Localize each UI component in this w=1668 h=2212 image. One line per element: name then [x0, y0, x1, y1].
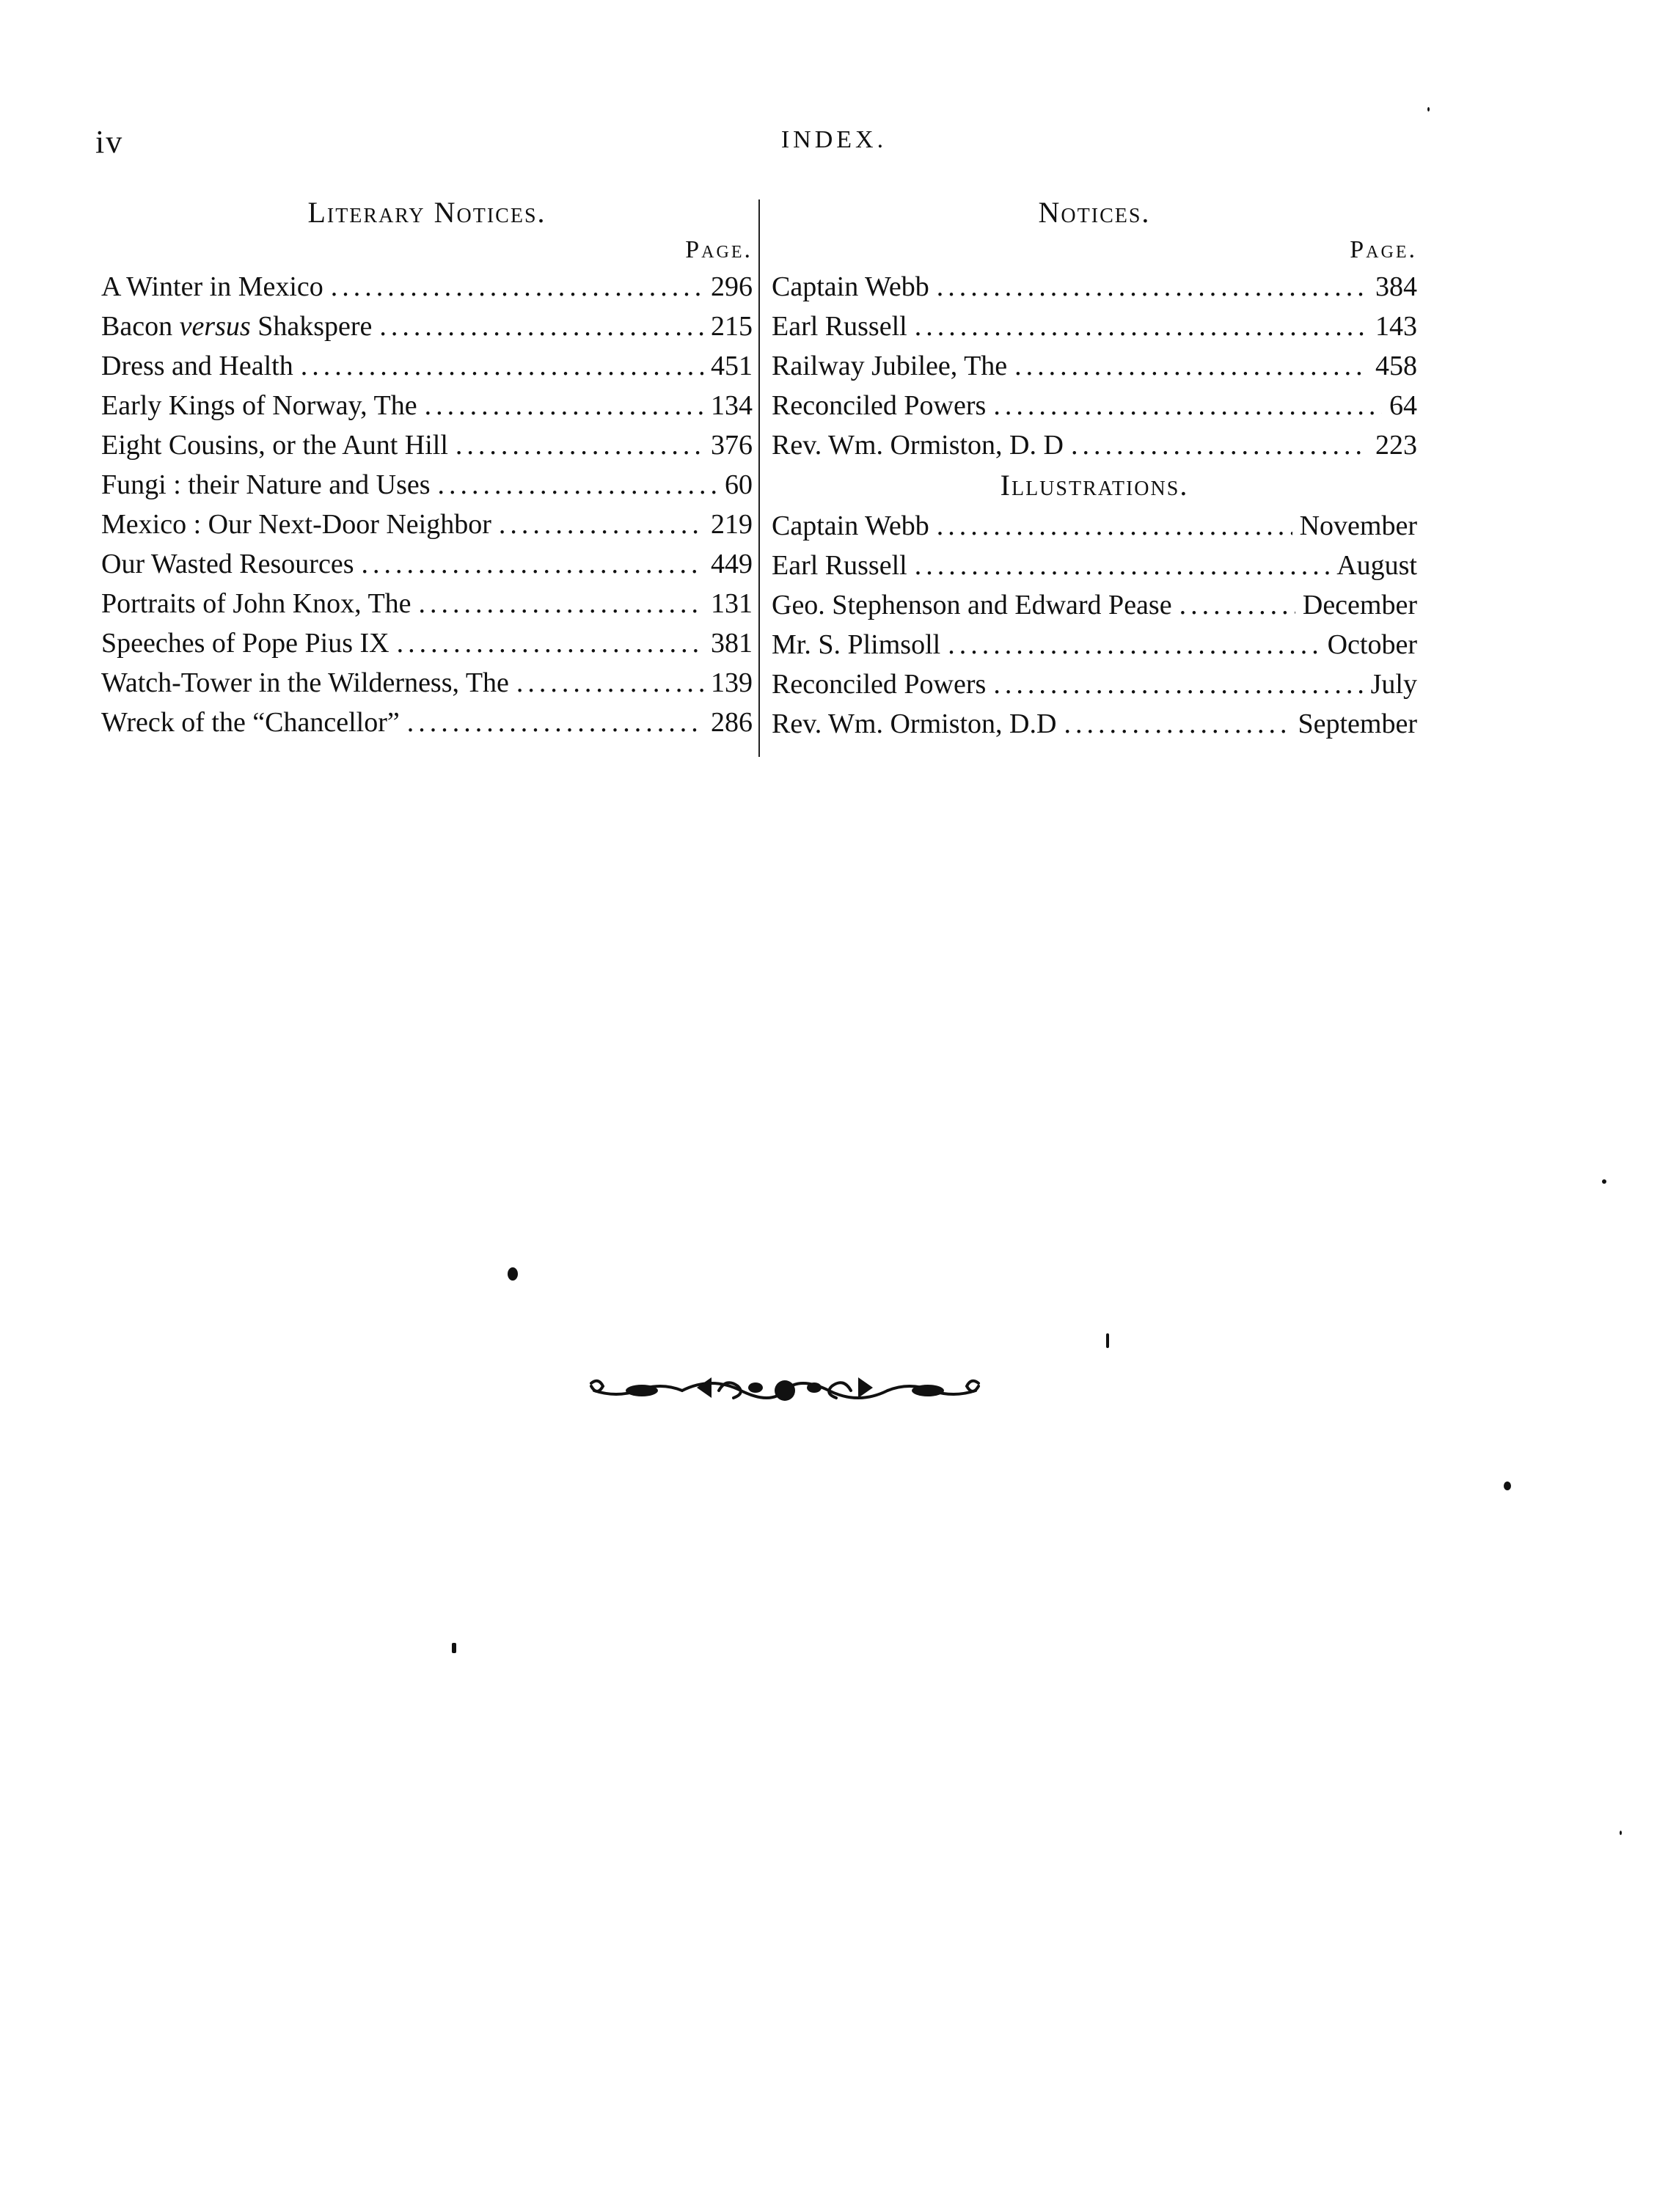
index-entry [772, 346, 1417, 386]
entry-title: Dress and Health [101, 351, 293, 381]
leader-dots [948, 625, 1320, 664]
entry-title: Railway Jubilee, The [772, 351, 1008, 381]
leader-dots [1064, 704, 1290, 744]
leader-dots [456, 425, 703, 465]
index-entry [772, 506, 1417, 546]
entry-title: Eight Cousins, or the Aunt Hill [101, 430, 448, 461]
entry-title: Portraits of John Knox, The [101, 588, 411, 619]
index-entry [772, 546, 1417, 585]
leader-dots [419, 584, 703, 623]
entry-month: November [1299, 510, 1417, 541]
index-entry [772, 425, 1417, 465]
index-entry [101, 544, 753, 584]
index-entry [772, 585, 1417, 625]
entry-title: Rev. Wm. Ormiston, D. D [772, 430, 1064, 461]
entry-title: Speeches of Pope Pius IX [101, 628, 389, 659]
ornament-flourish-icon [587, 1366, 983, 1410]
entry-month: October [1327, 629, 1417, 660]
page-title: INDEX. [780, 126, 888, 153]
leader-dots [301, 346, 703, 386]
literary-notices-list [101, 267, 753, 742]
scan-speck [1504, 1482, 1511, 1490]
notices-list [772, 267, 1417, 465]
entry-title: Earl Russell [772, 311, 907, 342]
entry-page: 458 [1375, 351, 1417, 381]
index-entry [101, 623, 753, 663]
entry-month: December [1302, 590, 1417, 620]
index-entry [772, 267, 1417, 307]
leader-dots [425, 386, 703, 425]
index-entry [101, 584, 753, 623]
page-number: iv [95, 124, 124, 160]
entry-month: September [1298, 708, 1417, 739]
entry-page: 143 [1375, 311, 1417, 342]
illustrations-heading: Illustrations. [1000, 469, 1189, 502]
entry-title: Captain Webb [772, 510, 929, 541]
index-entry [101, 307, 753, 346]
entry-page: 215 [711, 311, 753, 342]
leader-dots [937, 267, 1368, 307]
leader-dots [438, 465, 717, 505]
entry-title: Reconciled Powers [772, 390, 987, 421]
leader-dots [993, 386, 1382, 425]
index-entry [772, 704, 1417, 744]
entry-title: Geo. Stephenson and Edward Pease [772, 590, 1172, 620]
entry-page: 139 [711, 667, 753, 698]
entry-title: Bacon versus Shakspere [101, 311, 373, 342]
leader-dots [915, 546, 1330, 585]
index-entry [101, 346, 753, 386]
leader-dots [915, 307, 1368, 346]
literary-notices-page-label: Page. [685, 236, 753, 263]
scan-speck [1427, 107, 1430, 111]
index-entry [101, 267, 753, 307]
entry-page: 381 [711, 628, 753, 659]
scan-speck [1620, 1831, 1622, 1835]
entry-title-italic: versus [179, 311, 251, 342]
entry-title: Watch-Tower in the Wilderness, The [101, 667, 509, 698]
entry-page: 451 [711, 351, 753, 381]
entry-page: 134 [711, 390, 753, 421]
entry-month: August [1336, 550, 1417, 581]
index-entry [772, 307, 1417, 346]
entry-title: Captain Webb [772, 271, 929, 302]
scan-speck [508, 1267, 518, 1281]
entry-page: 376 [711, 430, 753, 461]
literary-notices-section [101, 192, 753, 742]
index-entry [101, 505, 753, 544]
entry-title: Reconciled Powers [772, 669, 987, 700]
entry-title: Early Kings of Norway, The [101, 390, 417, 421]
index-entry [101, 465, 753, 505]
index-entry [101, 386, 753, 425]
entry-title: Mexico : Our Next-Door Neighbor [101, 509, 491, 540]
leader-dots [407, 703, 703, 742]
leader-dots [1071, 425, 1368, 465]
entry-page: 384 [1375, 271, 1417, 302]
leader-dots [993, 664, 1363, 704]
scan-speck [1106, 1333, 1109, 1348]
leader-dots [1014, 346, 1368, 386]
entry-page: 60 [725, 469, 753, 500]
index-entry [772, 386, 1417, 425]
index-entry [772, 664, 1417, 704]
entry-page: 449 [711, 549, 753, 579]
leader-dots [516, 663, 703, 703]
index-entry [101, 703, 753, 742]
index-entry [101, 425, 753, 465]
illustrations-list [772, 506, 1417, 744]
leader-dots [362, 544, 704, 584]
scan-speck [452, 1643, 456, 1653]
leader-dots [397, 623, 703, 663]
index-entry [101, 663, 753, 703]
column-divider [758, 199, 760, 757]
entry-title: Earl Russell [772, 550, 907, 581]
notices-section [772, 192, 1417, 744]
leader-dots [1179, 585, 1295, 625]
entry-title: A Winter in Mexico [101, 271, 323, 302]
entry-title: Mr. S. Plimsoll [772, 629, 941, 660]
entry-month: July [1370, 669, 1417, 700]
literary-notices-heading: Literary Notices. [307, 196, 546, 229]
index-entry [772, 625, 1417, 664]
leader-dots [937, 506, 1292, 546]
leader-dots [499, 505, 703, 544]
entry-title: Fungi : their Nature and Uses [101, 469, 431, 500]
entry-page: 219 [711, 509, 753, 540]
leader-dots [379, 307, 703, 346]
entry-page: 131 [711, 588, 753, 619]
scan-speck [1602, 1179, 1606, 1184]
notices-page-label: Page. [1350, 236, 1417, 263]
entry-page: 296 [711, 271, 753, 302]
notices-heading: Notices. [1038, 196, 1151, 229]
entry-title: Wreck of the “Chancellor” [101, 707, 400, 738]
entry-page: 286 [711, 707, 753, 738]
entry-page: 64 [1389, 390, 1417, 421]
entry-title: Rev. Wm. Ormiston, D.D [772, 708, 1057, 739]
entry-page: 223 [1375, 430, 1417, 461]
leader-dots [331, 267, 703, 307]
entry-title: Our Wasted Resources [101, 549, 354, 579]
